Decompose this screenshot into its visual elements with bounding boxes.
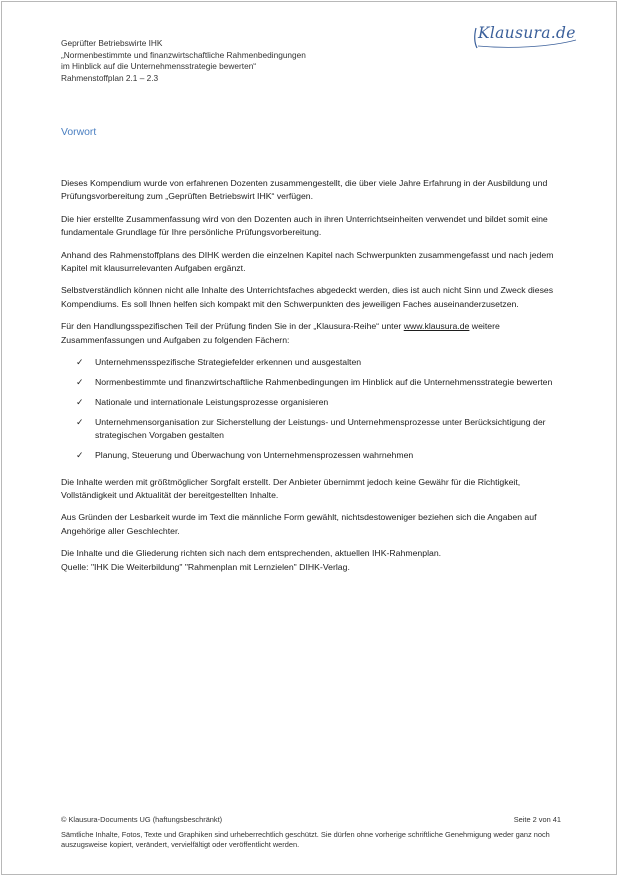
series-text-before: Für den Handlungsspezifischen Teil der Prüfung finden Sie in der „Klausura-Reihe“ unter [61,321,404,332]
paragraph-intro: Dieses Kompendium wurde von erfahrenen Dozenten zusammengestellt, die über viele Jahre Erfahrung in der Ausbildung und Prüfungsvorbereitung zum „Geprüften Betriebswirt IHK“ verfügen. [61,178,548,202]
rights-notice-line-2: auszugsweise kopiert, verändert, vervielfältigt oder veröffentlicht werden. [61,839,300,849]
list-item-text: Unternehmensorganisation zur Sicherstellung der Leistungs- und Unternehmensprozesse unter Berücksichtigung der strategischen Vorgaben gestalten [95,416,546,441]
copyright-text: © Klausura-Documents UG (haftungsbeschränkt) [61,815,223,824]
paragraph-usage: Die hier erstellte Zusammenfassung wird von den Dozenten auch in ihren Unterrichtseinheiten verwendet und bildet somit eine fundamentale Grundlage für Ihre persönliche Prüfungsvorbereitung. [61,213,548,238]
paragraph-gender-note: Aus Gründen der Lesbarkeit wurde im Text die männliche Form gewählt, nichtsdestoweniger beziehen sich die Angaben auf Angehörige aller Geschlechter. [61,512,537,536]
header-line-syllabus: Rahmenstoffplan 2.1 – 2.3 [61,72,159,83]
document-footer [61,815,561,849]
checkmark-icon: ✓ [76,376,84,387]
list-item [61,356,561,369]
list-item [61,449,561,462]
header-line-subject-2: im Hinblick auf die Unternehmensstrategie bewerten“ [61,61,257,72]
checkmark-icon: ✓ [76,450,84,461]
klausura-website-link[interactable]: www.klausura.de [403,321,470,332]
paragraph-scope: Selbstverständlich können nicht alle Inhalte des Unterrichtsfaches abgedeckt werden, dies ist auch nicht Sinn und Zweck dieses Kompendiums. Es soll Ihnen helfen sich kompakt mit den Schwerpunkten des jeweiligen Faches auseinanderzusetzen. [61,285,554,309]
klausura-logo [470,22,580,52]
logo-text: Klausura.de [478,24,576,42]
document-body [61,177,561,574]
page-number: Seite 2 von 41 [513,815,561,824]
paragraph-disclaimer: Die Inhalte werden mit größtmöglicher Sorgfalt erstellt. Der Anbieter übernimmt jedoch keine Gewähr für die Richtigkeit, Vollständigkeit und Aktualität der bereitgestellten Inhalte. [61,476,521,500]
list-item [61,376,561,389]
rights-notice [61,830,561,850]
list-item-text: Nationale und internationale Leistungsprozesse organisieren [95,396,329,407]
subject-list [61,356,561,462]
paragraph-series [61,320,561,347]
paragraph-source-2: Quelle: "IHK Die Weiterbildung" "Rahmenplan mit Lernzielen" DIHK-Verlag. [61,561,350,572]
paragraph-source-1: Die Inhalte und die Gliederung richten sich nach dem entsprechenden, aktuellen IHK-Rahmenplan. [61,548,442,559]
checkmark-icon: ✓ [76,357,84,368]
section-heading: Vorwort [61,127,97,138]
checkmark-icon: ✓ [76,396,84,407]
list-item-text: Normenbestimmte und finanzwirtschaftliche Rahmenbedingungen im Hinblick auf die Unternehmensstrategie bewerten [95,376,553,387]
document-header [61,38,461,84]
header-line-qualification: Geprüfter Betriebswirte IHK [61,38,163,48]
paragraph-structure: Anhand des Rahmenstoffplans des DIHK werden die einzelnen Kapitel nach Schwerpunkten zusammengefasst und nach jedem Kapitel mit klausurrelevanten Aufgaben ergänzt. [61,249,554,274]
rights-notice-line-1: Sämtliche Inhalte, Fotos, Texte und Graphiken sind urheberrechtlich geschützt. Sie dürfen ohne vorherige schriftliche Genehmigung weder ganz noch [61,829,550,839]
series-text-after: weitere Zusammenfassungen und Aufgaben zu folgenden Fächern: [61,321,500,345]
list-item-text: Unternehmensspezifische Strategiefelder erkennen und ausgestalten [95,357,362,368]
list-item [61,416,561,443]
header-line-subject-1: „Normenbestimmte und finanzwirtschaftliche Rahmenbedingungen [61,49,306,60]
checkmark-icon: ✓ [76,416,84,427]
footer-row [61,815,561,825]
list-item [61,396,561,409]
list-item-text: Planung, Steuerung und Überwachung von Unternehmensprozessen wahrnehmen [95,450,414,461]
